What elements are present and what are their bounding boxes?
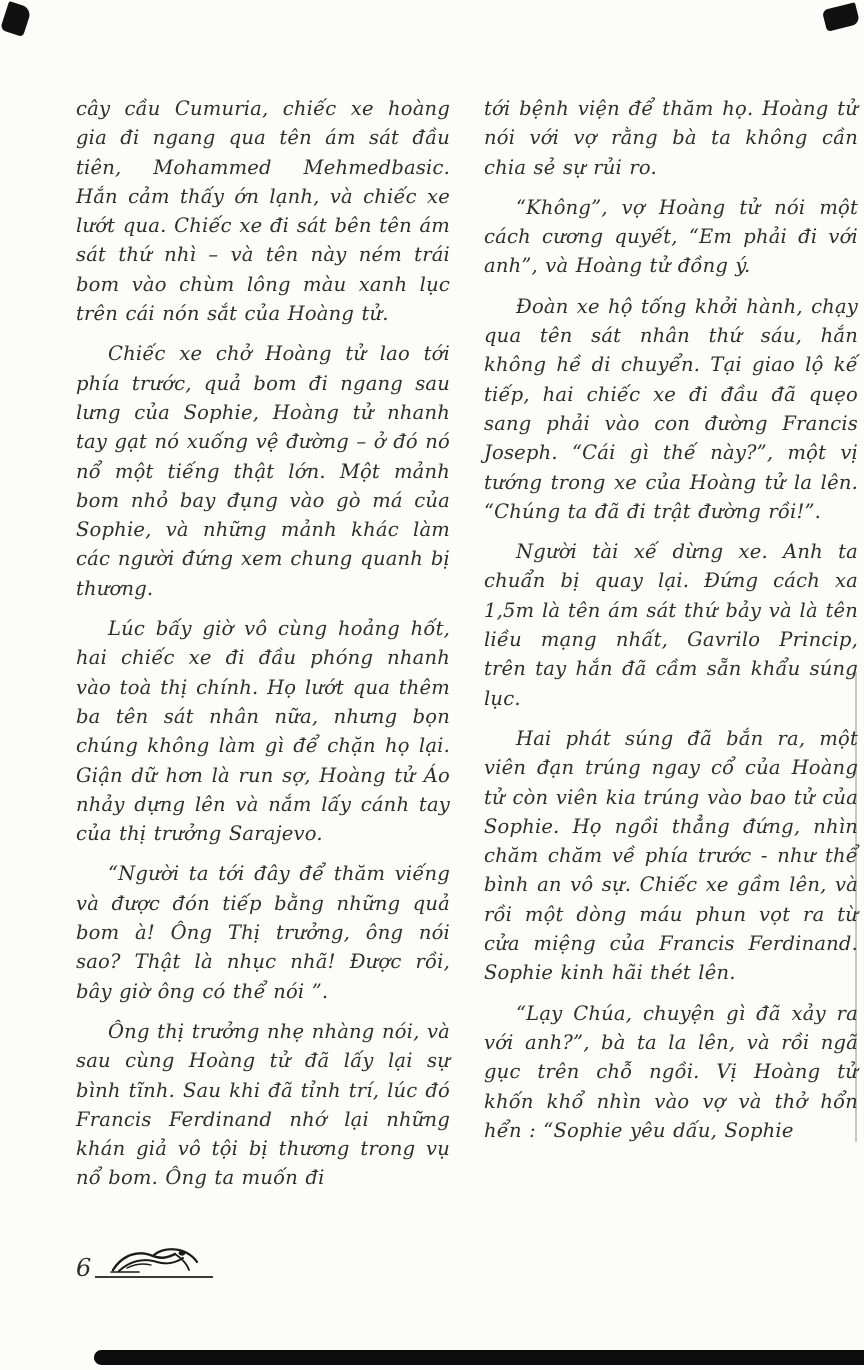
paragraph: “Người ta tới đây để thăm viếng và được đón tiếp bằng những quả bom à! Ông Thị trưởng, ông nói sao? Thật là nhục nhã! Được rồi, bây giờ ông có thể nói ”. [76,862,450,1003]
paragraph: “Không”, vợ Hoàng tử nói một cách cương quyết, “Em phải đi với anh”, và Hoàng tử đồng ý. [484,195,858,278]
right-column [484,94,858,1204]
paragraph: “Lạy Chúa, chuyện gì đã xảy ra với anh?”, bà ta la lên, và rồi ngã gục trên chỗ ngồi. Vị Hoàng tử khốn khổ nhìn vào vợ và thở hổn hển : “Sophie yêu dấu, Sophie [484,1001,858,1142]
left-column [76,94,450,1204]
text-body [76,94,858,1204]
page-number: 6 [76,1254,92,1282]
paragraph: tới bệnh viện để thăm họ. Hoàng tử nói với vợ rằng bà ta không cần chia sẻ sự rủi ro. [484,97,858,179]
paragraph: Chiếc xe chở Hoàng tử lao tới phía trước, quả bom đi ngang sau lưng của Sophie, Hoàng tử nhanh tay gạt nó xuống vệ đường – ở đó nó nổ một tiếng thật lớn. Một mảnh bom nhỏ bay đụng vào gò má của Sophie, và những mảnh khác làm các người đứng xem chung quanh bị thương. [76,342,450,600]
paragraph: Đoàn xe hộ tống khởi hành, chạy qua tên sát nhân thứ sáu, hắn không hề di chuyển. Tại giao lộ kế tiếp, hai chiếc xe đi đầu đã quẹo sang phải vào con đường Francis Joseph. “Cái gì thế này?”, một vị tướng trong xe của Hoàng tử la lên. “Chúng ta đã đi trật đường rồi!”. [484,294,858,523]
page-footer [76,1256,213,1284]
footer-rule [95,1276,213,1278]
paragraph: Người tài xế dừng xe. Anh ta chuẩn bị quay lại. Đứng cách xa 1,5m là tên ám sát thứ bảy và là tên liều mạng nhất, Gavrilo Princip, trên tay hắn đã cầm sẵn khẩu súng lục. [484,540,858,710]
scan-artifact-top-left [0,1,32,37]
paragraph: Hai phát súng đã bắn ra, một viên đạn trúng ngay cổ của Hoàng tử còn viên kia trúng vào bao tử của Sophie. Họ ngồi thẳng đứng, nhìn chăm chăm về phía trước - như thể bình an vô sự. Chiếc xe gầm lên, và rồi một dòng máu phun vọt ra từ cửa miệng của Francis Ferdinand. Sophie kinh hãi thét lên. [484,726,858,985]
scan-artifact-top-right [822,2,860,32]
paragraph: Ông thị trưởng nhẹ nhàng nói, và sau cùng Hoàng tử đã lấy lại sự bình tĩnh. Sau khi đã tỉnh trí, lúc đó Francis Ferdinand nhớ lại những khán giả vô tội bị thương trong vụ nổ bom. Ông ta muốn đi [76,1019,450,1190]
paragraph: cây cầu Cumuria, chiếc xe hoàng gia đi ngang qua tên ám sát đầu tiên, Mohammed Mehmedbasic. Hắn cảm thấy ớn lạnh, và chiếc xe lướt qua. Chiếc xe đi sát bên tên ám sát thứ nhì – và tên này ném trái bom vào chùm lông màu xanh lục trên cái nón sắt của Hoàng tử. [76,97,450,326]
paragraph: Lúc bấy giờ vô cùng hoảng hốt, hai chiếc xe đi đầu phóng nhanh vào toà thị chính. Họ lướt qua thêm ba tên sát nhân nữa, nhưng bọn chúng không làm gì để chặn họ lại. Giận dữ hơn là run sợ, Hoàng tử Áo nhảy dựng lên và nắm lấy cánh tay của thị trưởng Sarajevo. [76,617,450,846]
scan-artifact-bottom-bar [94,1350,864,1365]
quill-bird-sketch-icon [109,1244,201,1278]
